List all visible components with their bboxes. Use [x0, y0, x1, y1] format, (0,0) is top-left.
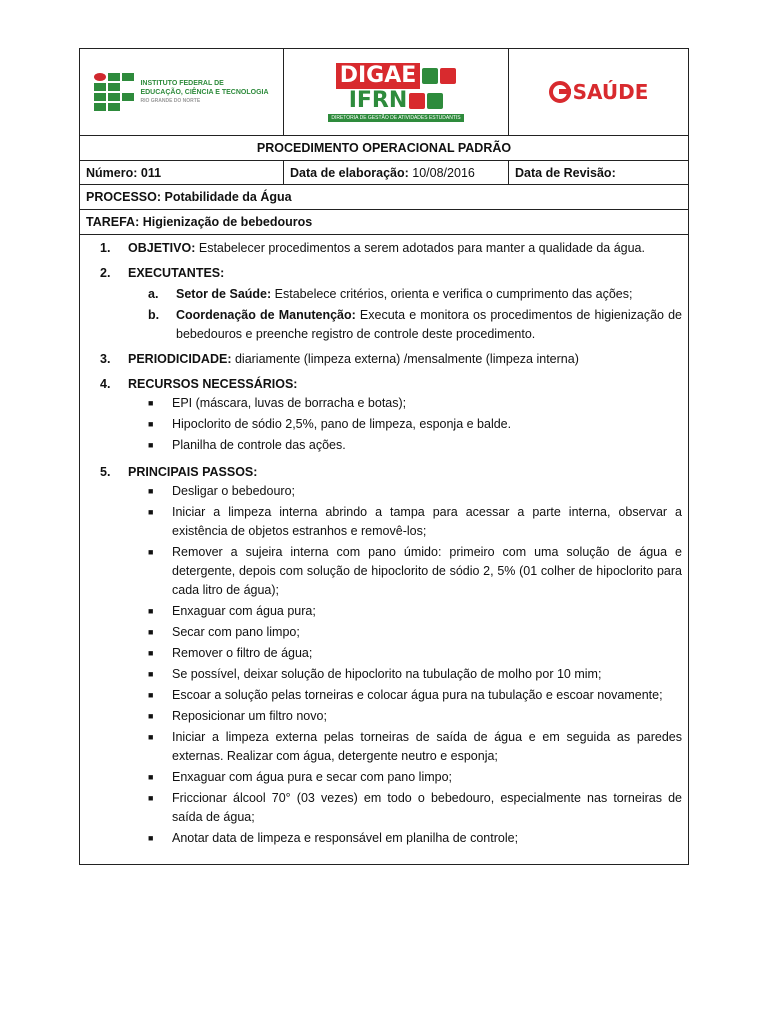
list-item: ■ Anotar data de limpeza e responsável em planilha de controle;	[148, 829, 682, 848]
executantes-label: EXECUTANTES:	[128, 266, 225, 280]
processo-row	[80, 185, 688, 210]
saude-logo	[549, 80, 649, 104]
list-item: ■ EPI (máscara, luvas de borracha e botas);	[148, 394, 682, 413]
bullet-icon: ■	[148, 398, 154, 408]
revisao-cell	[508, 161, 688, 184]
tarefa-row	[80, 210, 688, 235]
objetivo-label: OBJETIVO:	[128, 241, 196, 255]
list-item: ■ Remover o filtro de água;	[148, 644, 682, 663]
bullet-icon: ■	[148, 690, 154, 700]
list-item: ■ Secar com pano limpo;	[148, 623, 682, 642]
section-passos: 5. PRINCIPAIS PASSOS: ■ Desligar o bebedouro; ■ Iniciar a limpeza interna abrindo a tampa para acessar a parte interna, observar a existência de objetos estranhos e removê-los; ■ Remover a sujeira interna com pano úmido: primeiro com uma solução de água e detergente, depois com solução de hipoclorito de sódio 2, 5% (01 colher de hipoclorito para cada litro de água); ■ Enxaguar com água pura; ■ Secar com pano limpo; ■ Remover o filtro de água; ■ Se possível, deixar solução de hipoclorito na tubulação de molho por 10 mim; ■ Escoar a solução pelas torneiras e colocar água pura na tubulação e escoar novamente; ■ Reposicionar um filtro novo; ■ Iniciar a limpeza externa pelas torneiras de saída de água e em seguida as paredes externas. Realizar com água, detergente neutro e esponja; ■ Enxaguar com água pura e secar com pano limpo; ■ Friccionar álcool 70° (03 vezes) em todo o bebedouro, especialmente nas torneiras de saída de água; ■ Anotar data de limpeza e responsável em planilha de controle;	[100, 463, 682, 850]
digae-subtitle: DIRETORIA DE GESTÃO DE ATIVIDADES ESTUDANTIS	[328, 114, 463, 122]
title-row	[80, 136, 688, 161]
bullet-icon: ■	[148, 419, 154, 429]
ifrn-logo-text: INSTITUTO FEDERAL DE EDUCAÇÃO, CIÊNCIA E TECNOLOGIA RIO GRANDE DO NORTE	[140, 79, 269, 104]
bullet-icon: ■	[148, 507, 154, 517]
elaboracao-cell	[283, 161, 508, 184]
elaboracao-value: 10/08/2016	[412, 165, 475, 180]
procedure-body	[80, 235, 688, 864]
page-title: PROCEDIMENTO OPERACIONAL PADRÃO	[256, 141, 512, 155]
periodicidade-text: diariamente (limpeza externa) /mensalmente (limpeza interna)	[234, 352, 579, 366]
computer-icon	[427, 93, 443, 109]
bullet-icon: ■	[148, 627, 154, 637]
saude-logo-cell	[508, 49, 688, 135]
bullet-icon: ■	[148, 606, 154, 616]
passos-list	[128, 482, 682, 848]
executante-a: a. Setor de Saúde: Estabelece critérios, orienta e verifica o cumprimento das ações;	[148, 287, 633, 301]
bullet-icon: ■	[148, 486, 154, 496]
numero-cell	[80, 161, 283, 184]
bullet-icon: ■	[148, 547, 154, 557]
section-periodicidade: 3. PERIODICIDADE: diariamente (limpeza externa) /mensalmente (limpeza interna)	[100, 352, 579, 366]
executante-b: b. Coordenação de Manutenção: Executa e monitora os procedimentos de higienização de bebedouros e preenche registro de controle deste procedimento.	[148, 308, 682, 341]
bus-icon	[422, 68, 438, 84]
logo-header	[80, 49, 688, 136]
bullet-icon: ■	[148, 440, 154, 450]
objetivo-text: Estabelecer procedimentos a serem adotados para manter a qualidade da água.	[198, 241, 645, 255]
sop-document	[79, 48, 689, 865]
list-item: ■ Reposicionar um filtro novo;	[148, 707, 682, 726]
bullet-icon: ■	[148, 793, 154, 803]
tarefa-label: TAREFA:	[86, 215, 140, 229]
numero-label: Número:	[86, 165, 138, 180]
recursos-list	[128, 394, 682, 455]
ifrn-institute-logo	[94, 73, 268, 111]
digae-logo	[328, 63, 463, 122]
processo-cell	[80, 185, 688, 209]
periodicidade-label: PERIODICIDADE:	[128, 352, 232, 366]
list-item: ■ Escoar a solução pelas torneiras e colocar água pura na tubulação e escoar novamente;	[148, 686, 682, 705]
bullet-icon: ■	[148, 669, 154, 679]
list-item: ■ Planilha de controle das ações.	[148, 436, 682, 455]
revisao-label: Data de Revisão:	[515, 165, 616, 180]
section-objetivo: 1. OBJETIVO: Estabelecer procedimentos a serem adotados para manter a qualidade da água.	[100, 241, 645, 255]
bullet-icon: ■	[148, 833, 154, 843]
list-item: ■ Hipoclorito de sódio 2,5%, pano de limpeza, esponja e balde.	[148, 415, 682, 434]
list-item: ■ Desligar o bebedouro;	[148, 482, 682, 501]
ifrn-word: IFRN	[348, 87, 408, 113]
numero-value: 011	[140, 165, 162, 180]
meal-icon	[440, 68, 456, 84]
health-icon	[409, 93, 425, 109]
digae-logo-cell	[283, 49, 508, 135]
saude-mark-icon	[549, 81, 571, 103]
ifrn-logo-cell	[80, 49, 283, 135]
bullet-icon: ■	[148, 732, 154, 742]
tarefa-value: Higienização de bebedouros	[142, 215, 313, 229]
list-item: ■ Iniciar a limpeza externa pelas torneiras de saída de água e em seguida as paredes externas. Realizar com água, detergente neutro e esponja;	[148, 728, 682, 766]
meta-row	[80, 161, 688, 185]
digae-word: DIGAE	[336, 63, 421, 89]
passos-label: PRINCIPAIS PASSOS:	[128, 465, 258, 479]
saude-word: SAÚDE	[572, 80, 649, 104]
body-row	[80, 235, 688, 864]
bullet-icon: ■	[148, 772, 154, 782]
bullet-icon: ■	[148, 648, 154, 658]
list-item: ■ Enxaguar com água pura;	[148, 602, 682, 621]
list-item: ■ Iniciar a limpeza interna abrindo a tampa para acessar a parte interna, observar a existência de objetos estranhos e removê-los;	[148, 503, 682, 541]
list-item: ■ Friccionar álcool 70° (03 vezes) em todo o bebedouro, especialmente nas torneiras de saída de água;	[148, 789, 682, 827]
bullet-icon: ■	[148, 711, 154, 721]
recursos-label: RECURSOS NECESSÁRIOS:	[128, 377, 298, 391]
elaboracao-label: Data de elaboração:	[290, 165, 409, 180]
processo-value: Potabilidade da Água	[164, 190, 292, 204]
section-recursos: 4. RECURSOS NECESSÁRIOS: ■ EPI (máscara, luvas de borracha e botas); ■ Hipoclorito de sódio 2,5%, pano de limpeza, esponja e balde. ■ Planilha de controle das ações.	[100, 375, 682, 457]
processo-label: PROCESSO:	[86, 190, 162, 204]
list-item: ■ Se possível, deixar solução de hipoclorito na tubulação de molho por 10 mim;	[148, 665, 682, 684]
list-item: ■ Remover a sujeira interna com pano úmido: primeiro com uma solução de água e detergente, depois com solução de hipoclorito de sódio 2, 5% (01 colher de hipoclorito para cada litro de água);	[148, 543, 682, 600]
ifrn-mark-icon	[94, 73, 134, 111]
tarefa-cell	[80, 210, 688, 234]
section-executantes: 2. EXECUTANTES: a. Setor de Saúde: Estabelece critérios, orienta e verifica o cumprimento das ações; b. Coordenação de Manutenção: Executa e monitora os procedimentos de higienização de bebedouros e preenche registro de controle deste procedimento.	[100, 264, 682, 344]
list-item: ■ Enxaguar com água pura e secar com pano limpo;	[148, 768, 682, 787]
